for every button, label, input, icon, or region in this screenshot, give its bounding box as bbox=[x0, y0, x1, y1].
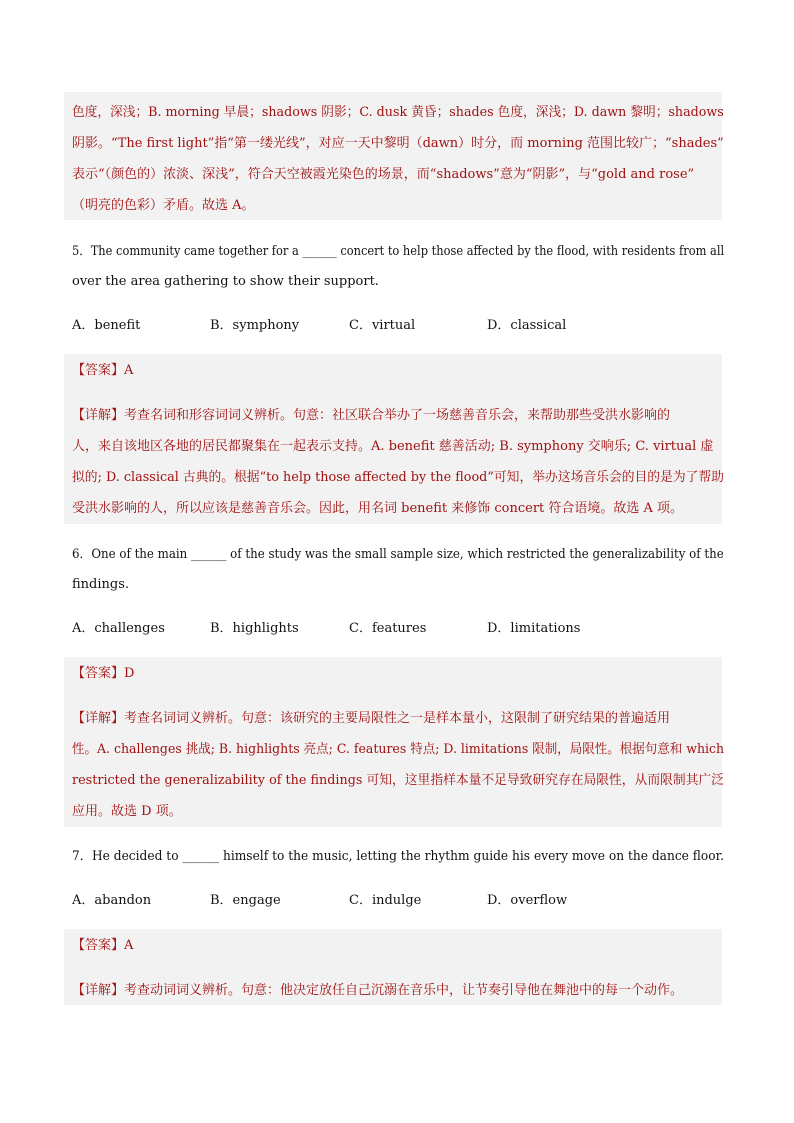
q7-detail-line: 【详解】考查动词词义辨析。句意：他决定放任自己沉溺在音乐中，让节奏引导他在舞池中的每一个动作。 bbox=[72, 983, 684, 998]
q5-stem-line: over the area gathering to show their support. bbox=[72, 274, 379, 289]
q6-detail-line: 性。A. challenges 挑战; B. highlights 亮点; C. features 特点; D. limitations 限制，局限性。根据句意和 which bbox=[72, 742, 725, 757]
q6-stem-line: 6．One of the main ______ of the study was the small sample size, which restricted the generalizability of the bbox=[72, 547, 724, 562]
q5-option-d: D．classical bbox=[487, 318, 567, 333]
q7-option-d: D．overflow bbox=[487, 893, 568, 908]
q6-option-c: C．features bbox=[349, 621, 427, 636]
q6-option-b: B．highlights bbox=[210, 621, 299, 636]
q6-option-d: D．limitations bbox=[487, 621, 581, 636]
q5-option-a: A．benefit bbox=[72, 318, 141, 333]
q7-option-a: A．abandon bbox=[72, 893, 152, 908]
q4-detail-line: 色度，深浅；B. morning 早晨；shadows 阴影；C. dusk 黄昏；shades 色度，深浅；D. dawn 黎明；shadows bbox=[72, 105, 724, 120]
q7-option-c: C．indulge bbox=[349, 893, 422, 908]
q5-detail-line: 拟的; D. classical 古典的。根据“to help those affected by the flood”可知，举办这场音乐会的目的是为了帮助 bbox=[72, 470, 725, 485]
q6-detail-line: 【详解】考查名词词义辨析。句意：该研究的主要局限性之一是样本量小，这限制了研究结果的普遍适用 bbox=[72, 711, 671, 726]
q7-option-b: B．engage bbox=[210, 893, 281, 908]
q5-detail-line: 人，来自该地区各地的居民都聚集在一起表示支持。A. benefit 慈善活动; B. symphony 交响乐; C. virtual 虚 bbox=[72, 439, 714, 454]
q5-option-c: C．virtual bbox=[349, 318, 416, 333]
q5-option-b: B．symphony bbox=[210, 318, 300, 333]
q5-detail-line: 【详解】考查名词和形容词词义辨析。句意：社区联合举办了一场慈善音乐会，来帮助那些受洪水影响的 bbox=[72, 408, 671, 423]
q4-detail-line: 阴影。“The first light”指“第一缕光线”，对应一天中黎明（dawn）时分，而 morning 范围比较广；“shades” bbox=[72, 136, 724, 151]
q5-detail-line: 受洪水影响的人，所以应该是慈善音乐会。因此，用名词 benefit 来修饰 concert 符合语境。故选 A 项。 bbox=[72, 501, 684, 516]
q7-stem-line: 7．He decided to ______ himself to the music, letting the rhythm guide his every move on the dance floor. bbox=[72, 849, 725, 864]
q6-detail-line: 应用。故选 D 项。 bbox=[72, 804, 182, 819]
q6-option-a: A．challenges bbox=[72, 621, 165, 636]
q6-detail-line: restricted the generalizability of the findings 可知，这里指样本量不足导致研究存在局限性，从而限制其广泛 bbox=[72, 773, 724, 788]
q5-stem-line: 5．The community came together for a ______ concert to help those affected by the flood, with residents from all bbox=[72, 244, 725, 259]
q4-detail-line: （明亮的色彩）矛盾。故选 A。 bbox=[72, 198, 255, 213]
q4-detail-line: 表示“（颜色的）浓淡、深浅”，符合天空被霞光染色的场景，而“shadows”意为“阴影”，与“gold and rose” bbox=[72, 167, 695, 182]
q7-answer: 【答案】A bbox=[72, 938, 134, 953]
q6-stem-line: findings. bbox=[72, 577, 130, 592]
q6-answer: 【答案】D bbox=[72, 666, 135, 681]
q5-answer: 【答案】A bbox=[72, 363, 134, 378]
